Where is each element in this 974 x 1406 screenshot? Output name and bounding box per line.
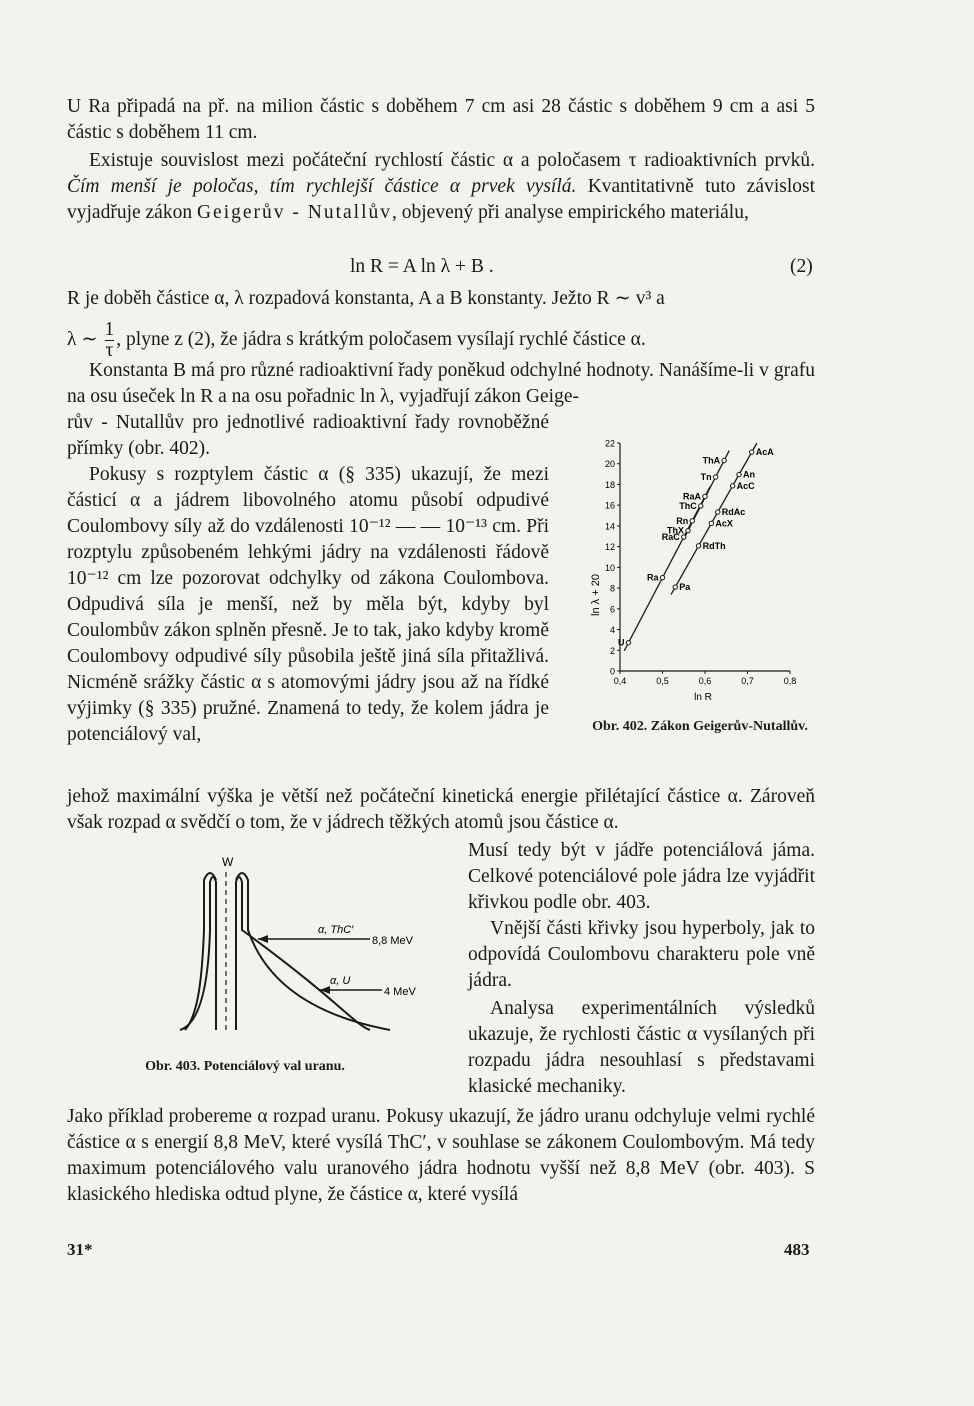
- diagram-fig-403: [150, 850, 440, 1045]
- data-point: [713, 475, 717, 479]
- paragraph-3-line-2: λ ∼ $\frac{1}{\tau}$ , plyne z (2), že jádra s krátkým poločasem vysílají rychlé částice α.: [67, 319, 646, 361]
- data-point: [730, 484, 734, 488]
- x-axis-label: ln R: [694, 692, 712, 703]
- data-point: [673, 585, 677, 589]
- data-point-label: ThC: [679, 500, 697, 511]
- y-tick-label: 6: [609, 604, 615, 615]
- caption-fig-402: Obr. 402. Zákon Geigerův-Nutallův.: [592, 719, 808, 734]
- data-point: [699, 504, 703, 508]
- data-point-label: U: [618, 637, 625, 648]
- x-tick-label: 0,7: [741, 676, 754, 686]
- data-point-label: AcA: [755, 447, 774, 458]
- data-point: [737, 472, 741, 476]
- paragraph-5-full: jehož maximální výška je větší než počáteční kinetická energie přilétající částice α. Zároveň však rozpad α svědčí o tom, že v jádrech těžkých atomů jsou částice α.: [67, 786, 815, 833]
- data-point-label: ThA: [702, 455, 721, 466]
- y-tick-label: 16: [604, 500, 615, 511]
- data-point: [686, 528, 690, 532]
- data-point-label: Tn: [700, 472, 712, 483]
- chart-fig-402: [585, 435, 805, 705]
- y-tick-label: 18: [604, 479, 615, 490]
- paragraph-4-left: rův - Nutallův pro jednotlivé radioaktivní řady rovnoběžné přímky (obr. 402).: [67, 412, 549, 459]
- data-point: [626, 640, 630, 644]
- data-point: [660, 575, 664, 579]
- data-point-label: RdAc: [721, 507, 746, 518]
- y-tick-label: 8: [609, 583, 615, 594]
- equation-2: ln R = A ln λ + B .: [350, 256, 494, 277]
- data-point-label: Pa: [679, 582, 691, 593]
- equation-number: (2): [790, 256, 813, 277]
- data-point-label: ThX: [667, 525, 684, 536]
- y-tick-label: 14: [604, 521, 615, 532]
- paragraph-3-line-1: R je doběh částice α, λ rozpadová konstanta, A a B konstanty. Ježto R ∼ v³ a: [67, 288, 665, 309]
- data-point-label: Ra: [646, 572, 659, 583]
- data-point-label: An: [743, 469, 755, 480]
- signature-mark: 31*: [67, 1240, 93, 1259]
- data-point-label: RaC: [661, 532, 680, 543]
- paragraph-4: Konstanta B má pro různé radioaktivní řady poněkud odchylné hodnoty. Nanášíme-li v grafu na osu úseček ln R a na osu pořadnic ln λ, vyjadřují zákon Geige-: [67, 360, 815, 407]
- data-point-label: Rn: [676, 515, 689, 526]
- potential-curve-left: [180, 877, 216, 1030]
- data-point: [703, 494, 707, 498]
- arrow-2-energy: 4 MeV: [384, 986, 416, 998]
- data-point-label: RaA: [682, 491, 701, 502]
- potential-curve-left-outer: [185, 873, 216, 1030]
- y-tick-label: 2: [609, 645, 615, 656]
- fraction-numerator: 1: [104, 319, 115, 340]
- data-point: [716, 510, 720, 514]
- paragraph-7-full: Jako příklad probereme α rozpad uranu. Pokusy ukazují, že jádro uranu odchyluje velmi rychlé částice α s energií 8,8 MeV, které vysílá ThC′, v souhlase se zákonem Coulombovým. Má tedy maximum potenciálového valu uranového jádra hodnotu vyšší než 8,8 MeV (obr. 403). S klasického hlediska odtud plyne, že částice α, které vysílá: [67, 1106, 815, 1205]
- data-point: [696, 544, 700, 548]
- caption-fig-403: Obr. 403. Potenciálový val uranu.: [145, 1059, 345, 1074]
- paragraph-6: Vnější části křivky jsou hyperboly, jak to odpovídá Coulombovu charakteru pole vně jádra.: [468, 918, 815, 991]
- series-line-1: [624, 487, 710, 651]
- y-tick-label: 20: [604, 459, 615, 470]
- paragraph-2: Existuje souvislost mezi počáteční rychlostí částic α a poločasem τ radioaktivních prvků. Čím menší je poločas, tím rychlejší částice α prvek vysílá. Kvantitativně tuto závislost vyjadřuje zákon Geigerův - Nutallův, objevený při analyse empirického materiálu,: [67, 150, 815, 223]
- x-tick-label: 0,5: [656, 676, 669, 686]
- data-point-label: AcX: [715, 518, 733, 529]
- arrow-2-label: α, U: [330, 975, 351, 987]
- paragraph-5-left: Pokusy s rozptylem částic α (§ 335) ukazují, že mezi částicí α a jádrem libovolného atomu působí odpudivé Coulombovy síly až do vzdálenosti 10⁻¹² — — 10⁻¹³ cm. Při rozptylu způsobeném lehkými jádry na vzdálenosti řádově 10⁻¹² cm lze pozorovat odchylky od zákona Coulombova. Odpudivá síla je menší, než by měla být, kdyby byl Coulombův zákon splněn přesně. Je to tak, jako kdyby kromě Coulombovy odpudivé síly působila ještě jiná síla přitažlivá. Nicméně srážky částic α s atomovými jádry jsou až na řídké výjimky (§ 335) pružné. Znamená to tedy, že kolem jádra je potenciálový val,: [67, 464, 549, 745]
- y-tick-label: 12: [604, 542, 615, 553]
- x-tick-label: 0,4: [613, 676, 627, 686]
- x-tick-label: 0,6: [698, 676, 712, 686]
- data-point-label: AcC: [736, 480, 755, 491]
- potential-curve-right-outer: [236, 873, 390, 1030]
- paragraph-1: U Ra připadá na př. na milion částic s doběhem 7 cm asi 28 částic s doběhem 9 cm a asi 5 částic s doběhem 11 cm.: [67, 96, 815, 143]
- y-tick-label: 10: [604, 562, 615, 573]
- data-point-label: RdTh: [702, 540, 726, 551]
- data-point: [709, 521, 713, 525]
- arrow-1-label: α, ThC′: [318, 924, 354, 936]
- w-axis-label: W: [222, 855, 234, 869]
- data-point: [722, 458, 726, 462]
- fraction-denominator: τ: [105, 340, 114, 361]
- data-point: [690, 519, 694, 523]
- paragraph-7-right: Analysa experimentálních výsledků ukazuje, že rychlosti částic α vysílaných při rozpadu jádra nesouhlasí s představami klasické mechaniky.: [468, 998, 815, 1097]
- y-axis-label: ln λ + 20: [590, 574, 602, 616]
- x-tick-label: 0,8: [783, 676, 797, 686]
- data-point: [750, 450, 754, 454]
- y-tick-label: 22: [604, 438, 615, 449]
- potential-curve-right: [236, 877, 370, 1030]
- y-tick-label: 0: [609, 666, 615, 677]
- arrow-1-energy: 8,8 MeV: [372, 935, 413, 947]
- y-tick-label: 4: [609, 625, 615, 636]
- paragraph-5-right: Musí tedy být v jádře potenciálová jáma. Celkové potenciálové pole jádra lze vyjádřit křivkou podle obr. 403.: [468, 840, 815, 913]
- page-number: 483: [784, 1240, 810, 1259]
